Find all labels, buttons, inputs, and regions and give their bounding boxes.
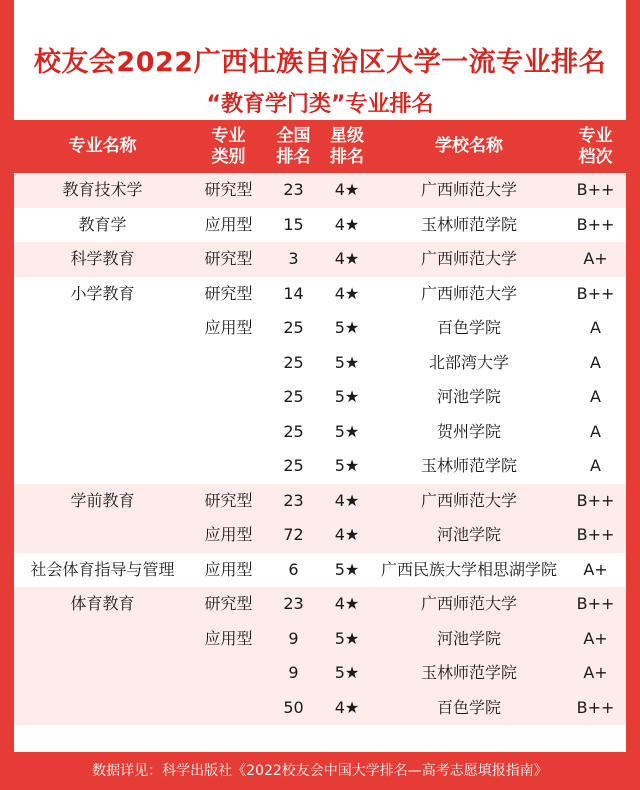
star-cell: 5★ [334,628,360,648]
major-cell: 科学教育 [70,249,135,268]
major-cell [14,346,191,381]
major-cell [14,622,191,657]
table-row [14,587,626,622]
rank-cell: 14 [283,283,304,303]
major-cell [14,691,191,726]
school-cell: 广西民族大学相思湖学院 [380,559,557,579]
rank-cell: 9 [288,628,299,648]
table-row [14,346,626,381]
major-cell: 教育技术学 [62,180,143,199]
header-type: 专业 类别 [211,125,246,167]
type-cell [191,691,266,726]
rank-cell: 72 [283,525,304,544]
page-title: 校友会2022广西壮族自治区大学一流专业排名 [33,47,607,78]
type-cell [191,380,266,415]
grade-cell: B++ [576,214,615,234]
major-cell [14,518,191,553]
star-cell: 5★ [334,421,360,441]
grade-cell: B++ [576,594,615,613]
rank-cell: 23 [283,490,304,510]
type-cell: 研究型 [204,490,253,510]
type-cell: 应用型 [204,559,253,579]
rank-cell: 6 [288,559,299,579]
type-cell: 应用型 [204,628,253,648]
star-cell: 5★ [334,559,360,579]
table-row [14,311,626,346]
school-cell: 玉林师范学院 [420,214,517,234]
type-cell [191,449,266,484]
type-cell: 研究型 [204,594,253,613]
star-cell: 5★ [334,318,360,337]
major-cell [14,415,191,450]
grade-cell: A [590,456,601,475]
grade-cell: A+ [583,628,608,648]
star-cell: 4★ [334,283,360,303]
table-row [14,518,626,553]
major-cell [14,656,191,691]
school-cell: 北部湾大学 [428,352,509,372]
table-row [14,656,626,691]
grade-cell: B++ [576,525,615,544]
table-body [14,173,626,725]
major-cell: 社会体育指导与管理 [30,559,175,579]
rank-cell: 23 [283,594,304,613]
star-cell: 4★ [334,249,360,268]
source-footer: 数据详见：科学出版社《2022校友会中国大学排名—高考志愿填报指南》 [92,763,548,779]
school-cell: 广西师范大学 [420,490,517,510]
grade-cell: B++ [576,180,615,199]
table-row [14,622,626,657]
rank-cell: 25 [283,352,304,372]
grade-cell: A+ [583,249,608,268]
major-cell: 教育学 [78,214,127,234]
table-row [14,277,626,312]
table-row [14,691,626,726]
star-cell: 4★ [334,594,360,613]
table-row [14,380,626,415]
grade-cell: A [590,387,601,406]
type-cell: 应用型 [204,214,253,234]
header-star-rank: 星级 排名 [330,125,364,167]
type-cell: 应用型 [204,318,253,337]
star-cell: 4★ [334,214,360,234]
rank-cell: 3 [288,249,299,268]
table-row [14,208,626,243]
rank-cell: 25 [283,387,304,406]
school-cell: 百色学院 [436,318,501,337]
header-national-rank: 全国 排名 [276,125,311,167]
grade-cell: B++ [576,490,615,510]
table-row [14,553,626,588]
rank-cell: 25 [283,318,304,337]
star-cell: 5★ [334,352,360,372]
grade-cell: B++ [576,697,615,717]
header-grade: 专业 档次 [578,125,613,167]
star-cell: 5★ [334,663,360,682]
header-school: 学校名称 [435,136,503,156]
major-cell [14,311,191,346]
grade-cell: A+ [583,559,608,579]
star-cell: 5★ [334,387,360,406]
major-cell: 学前教育 [70,490,135,510]
type-cell [191,656,266,691]
school-cell: 广西师范大学 [420,249,517,268]
grade-cell: A [590,318,601,337]
star-cell: 4★ [334,697,360,717]
school-cell: 广西师范大学 [420,594,517,613]
rank-cell: 15 [283,214,304,234]
page-subtitle: “教育学门类”专业排名 [206,92,434,117]
type-cell [191,346,266,381]
school-cell: 玉林师范学院 [420,456,517,475]
grade-cell: A [590,352,601,372]
type-cell: 研究型 [204,283,253,303]
table-row [14,484,626,519]
major-cell [14,380,191,415]
star-cell: 4★ [334,490,360,510]
school-cell: 河池学院 [436,628,501,648]
school-cell: 百色学院 [436,697,501,717]
school-cell: 河池学院 [436,387,501,406]
type-cell: 研究型 [204,249,253,268]
rank-cell: 25 [283,421,304,441]
rank-cell: 23 [283,180,304,199]
type-cell: 应用型 [204,525,253,544]
grade-cell: A+ [583,663,608,682]
table-row [14,415,626,450]
school-cell: 玉林师范学院 [420,663,517,682]
table-header [14,120,626,173]
star-cell: 5★ [334,456,360,475]
star-cell: 4★ [334,180,360,199]
school-cell: 河池学院 [436,525,501,544]
rank-cell: 9 [288,663,299,682]
grade-cell: A [590,421,601,441]
star-cell: 4★ [334,525,360,544]
school-cell: 广西师范大学 [420,180,517,199]
school-cell: 广西师范大学 [420,283,517,303]
table-row [14,173,626,208]
type-cell [191,415,266,450]
school-cell: 贺州学院 [436,421,501,441]
major-cell: 体育教育 [70,594,135,613]
table-row [14,449,626,484]
header-major: 专业名称 [68,136,137,156]
table-row [14,242,626,277]
major-cell [14,449,191,484]
grade-cell: B++ [576,283,615,303]
rank-cell: 50 [283,697,304,717]
rank-cell: 25 [283,456,304,475]
major-cell: 小学教育 [70,283,135,303]
type-cell: 研究型 [204,180,253,199]
